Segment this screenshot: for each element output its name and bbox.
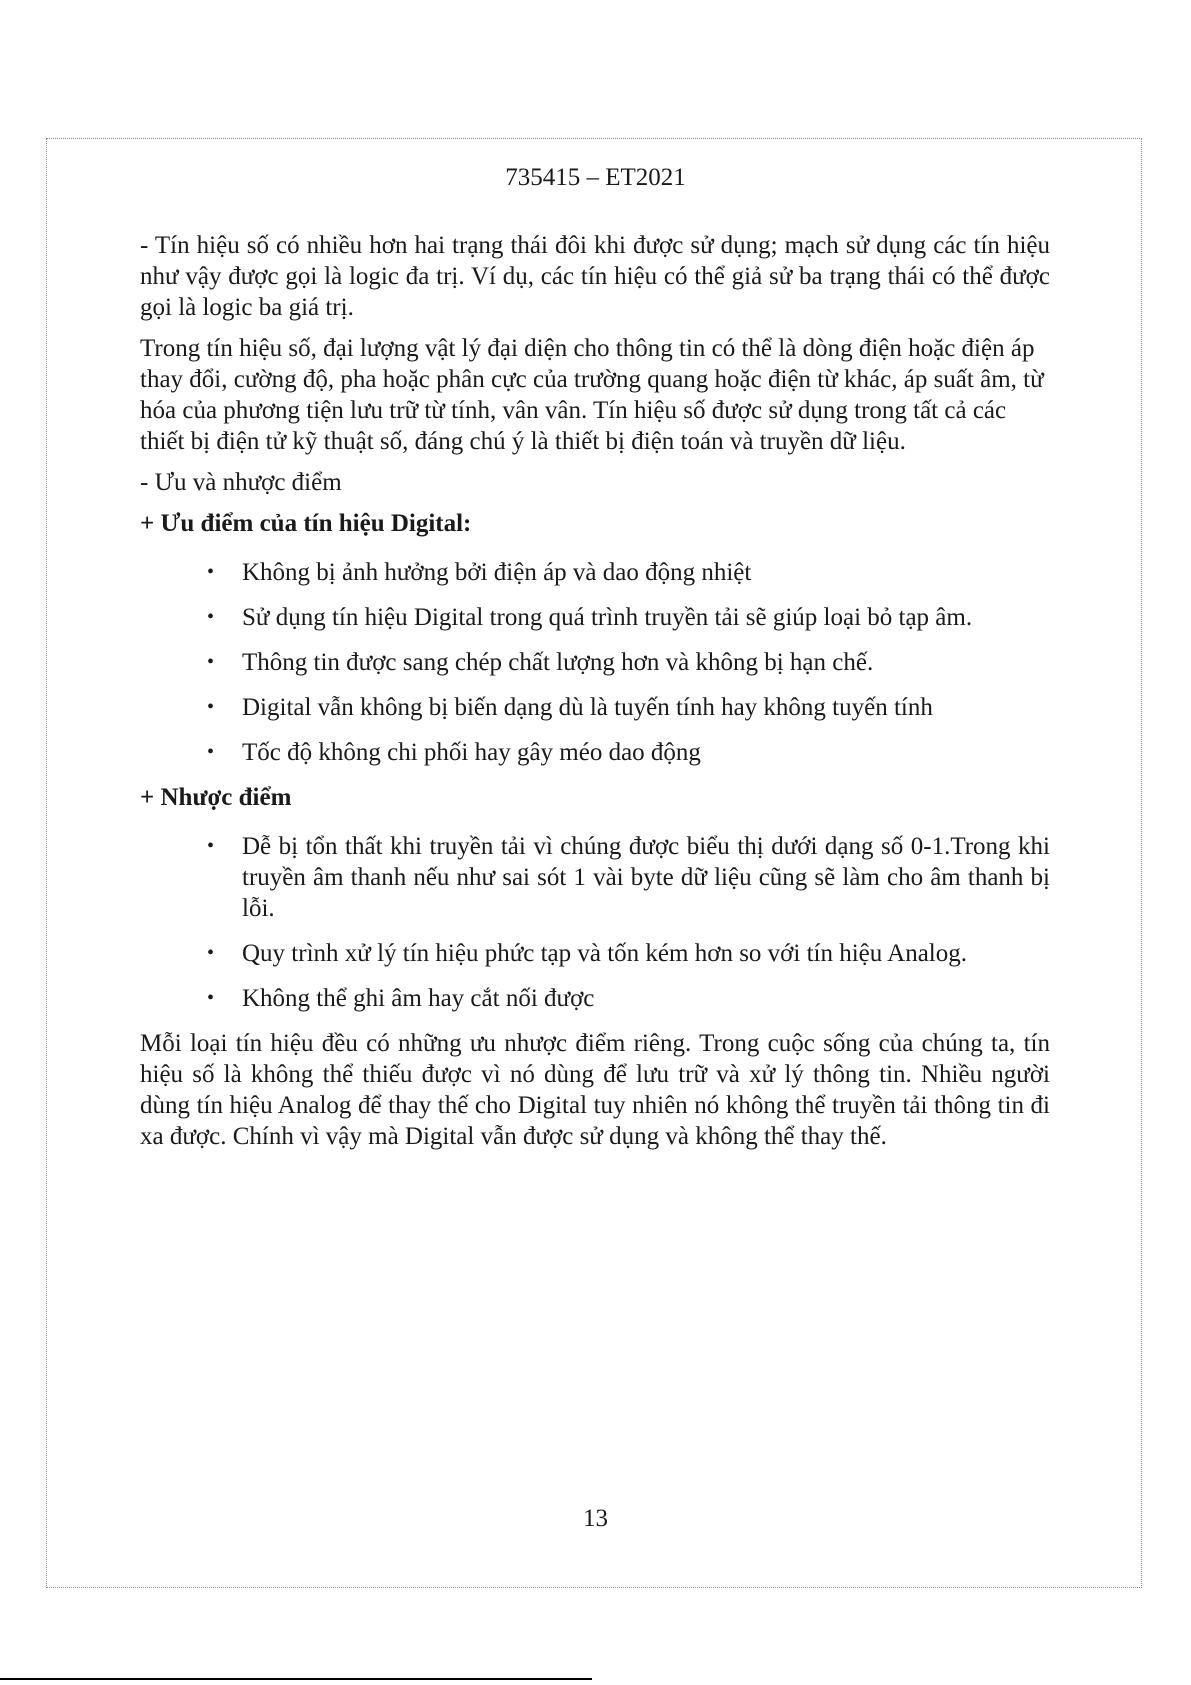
list-item-text: Không bị ảnh hưởng bởi điện áp và dao động nhiệt xyxy=(242,559,752,586)
list-item-text: Digital vẫn không bị biến dạng dù là tuyến tính hay không tuyến tính xyxy=(242,694,933,721)
list-item xyxy=(140,737,1050,768)
physical-quantity-paragraph: Trong tín hiệu số, đại lượng vật lý đại diện cho thông tin có thể là dòng điện hoặc điện áp thay đổi, cường độ, pha hoặc phân cực của trường quang hoặc điện từ khác, áp suất âm, từ hóa của phương tiện lưu trữ từ tính, vân vân. Tín hiệu số được sử dụng trong tất cả các thiết bị điện tử kỹ thuật số, đáng chú ý là thiết bị điện toán và truyền dữ liệu. xyxy=(140,335,1044,455)
disadvantages-heading: + Nhược điểm xyxy=(140,784,292,811)
pros-cons-intro: - Ưu và nhược điểm xyxy=(140,469,342,496)
bullet-icon: • xyxy=(207,606,215,628)
document-header: 735415 – ET2021 xyxy=(505,164,686,191)
list-item xyxy=(140,983,1050,1014)
list-item xyxy=(140,602,1050,633)
bullet-icon: • xyxy=(207,651,215,673)
page-number: 13 xyxy=(583,1505,608,1532)
intro-paragraph: - Tín hiệu số có nhiều hơn hai trạng thái đôi khi được sử dụng; mạch sử dụng các tín hiệu như vậy được gọi là logic đa trị. Ví dụ, các tín hiệu có thể giả sử ba trạng thái có thể được gọi là logic ba giá trị. xyxy=(140,232,1050,321)
list-item-text: Tốc độ không chi phối hay gây méo dao động xyxy=(242,739,701,766)
disadvantages-list xyxy=(140,831,1050,1014)
page-content xyxy=(140,230,1050,1162)
bullet-icon: • xyxy=(207,696,215,718)
list-item xyxy=(140,692,1050,723)
advantages-list xyxy=(140,557,1050,768)
footer-rule xyxy=(0,1678,592,1680)
bullet-icon: • xyxy=(207,942,215,964)
advantages-heading: + Ưu điểm của tín hiệu Digital: xyxy=(140,510,472,537)
list-item-text: Thông tin được sang chép chất lượng hơn và không bị hạn chế. xyxy=(242,649,874,676)
list-item-text: Không thể ghi âm hay cắt nối được xyxy=(242,985,595,1012)
list-item-text: Sử dụng tín hiệu Digital trong quá trình truyền tải sẽ giúp loại bỏ tạp âm. xyxy=(242,604,973,631)
list-item xyxy=(140,557,1050,588)
bullet-icon: • xyxy=(207,741,215,763)
bullet-icon: • xyxy=(207,987,215,1009)
list-item xyxy=(140,647,1050,678)
bullet-icon: • xyxy=(207,561,215,583)
list-item xyxy=(140,938,1050,969)
conclusion-paragraph: Mỗi loại tín hiệu đều có những ưu nhược điểm riêng. Trong cuộc sống của chúng ta, tín hiệu số là không thể thiếu được vì nó dùng để lưu trữ và xử lý thông tin. Nhiều người dùng tín hiệu Analog để thay thế cho Digital tuy nhiên nó không thể truyền tải thông tin đi xa được. Chính vì vậy mà Digital vẫn được sử dụng và không thể thay thế. xyxy=(140,1030,1050,1150)
list-item-text: Dễ bị tổn thất khi truyền tải vì chúng được biểu thị dưới dạng số 0-1.Trong khi truyền âm thanh nếu như sai sót 1 vài byte dữ liệu cũng sẽ làm cho âm thanh bị lỗi. xyxy=(242,833,1050,922)
list-item xyxy=(140,831,1050,924)
list-item-text: Quy trình xử lý tín hiệu phức tạp và tốn kém hơn so với tín hiệu Analog. xyxy=(242,940,967,967)
bullet-icon: • xyxy=(207,835,215,857)
